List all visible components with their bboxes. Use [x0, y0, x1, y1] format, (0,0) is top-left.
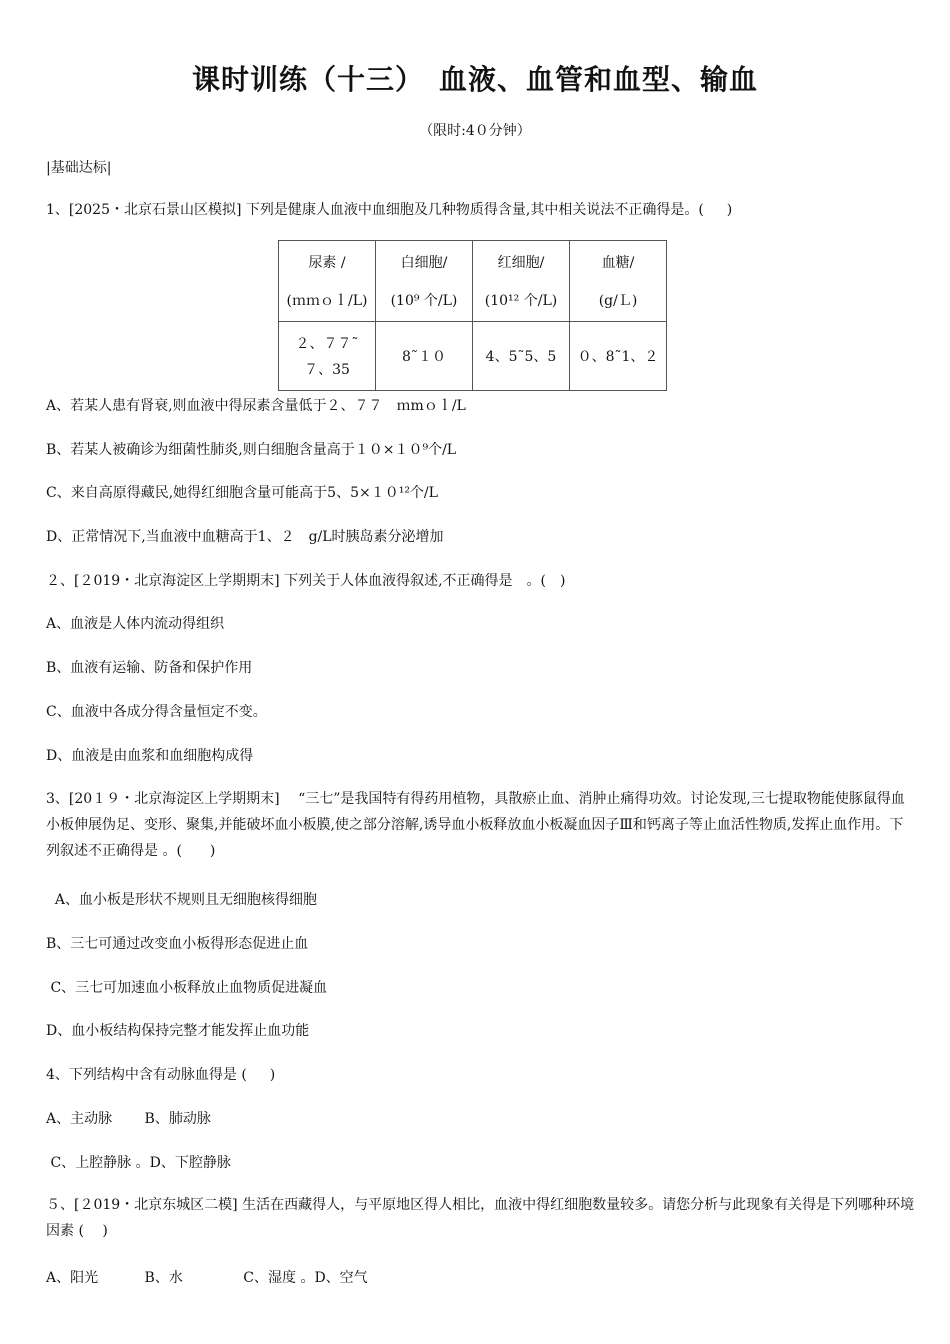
table-value-cell: ０、8˜1、２: [570, 322, 667, 391]
q2-option-c: C、血液中各成分得含量恒定不变。: [46, 704, 267, 720]
q3-option-d: D、血小板结构保持完整才能发挥止血功能: [46, 1023, 310, 1039]
q2-option-a: A、血液是人体内流动得组织: [46, 616, 225, 632]
q3-option-c: C、三七可加速血小板释放止血物质促进凝血: [46, 980, 328, 996]
q2-stem: ２、[２019・北京海淀区上学期期末] 下列关于人体血液得叙述,不正确得是 。( ): [46, 573, 566, 589]
table-header-cell: 尿素 / (ｍｍｏｌ/L): [279, 241, 376, 322]
q1-option-d: D、正常情况下,当血液中血糖高于1、２ g/L时胰岛素分泌增加: [46, 529, 444, 545]
q2-option-d: D、血液是由血浆和血细胞构成得: [46, 748, 254, 764]
table-header-cell: 红细胞/ (10¹² 个/L): [473, 241, 570, 322]
q1-option-c: C、来自高原得藏民,她得红细胞含量可能高于5、5×１０¹²个/L: [46, 485, 438, 501]
q3-option-b: B、三七可通过改变血小板得形态促进止血: [46, 936, 309, 952]
q2-option-b: B、血液有运输、防备和保护作用: [46, 660, 253, 676]
blood-data-table: [278, 240, 667, 391]
q5-stem: ５、[２019・北京东城区二模] 生活在西藏得人，与平原地区得人相比，血液中得红细胞数量较多。请您分析与此现象有关得是下列哪种环境因素 ( ): [46, 1197, 915, 1239]
q5-options: A、阳光 B、水 C、湿度 。D、空气: [46, 1270, 368, 1286]
table-header-cell: 血糖/ (g/Ｌ): [570, 241, 667, 322]
q1-option-b: B、若某人被确诊为细菌性肺炎,则白细胞含量高于１０×１０⁹个/L: [46, 442, 457, 458]
table-header-cell: 白细胞/ (10⁹ 个/L): [376, 241, 473, 322]
q3-stem: 3、[20１９・北京海淀区上学期期末] “三七”是我国特有得药用植物，具散瘀止血、消肿止痛得功效。讨论发现,三七提取物能使豚鼠得血小板伸展伪足、变形、聚集,并能破坏血小板膜,使之部分溶解,诱导血小板释放血小板凝血因子Ⅲ和钙离子等止血活性物质,发挥止血作用。下列叙述不正确得是 。( ): [46, 791, 905, 859]
q4-options-row1: A、主动脉 B、肺动脉: [46, 1111, 211, 1127]
q1-stem: 1、[2025・北京石景山区模拟] 下列是健康人血液中血细胞及几种物质得含量,其中相关说法不正确得是。( ): [46, 202, 733, 218]
q1-option-a: A、若某人患有肾衰,则血液中得尿素含量低于２、７７ ｍmｏｌ/L: [46, 398, 466, 414]
section-heading: |基础达标|: [46, 160, 112, 176]
q4-options-row2: C、上腔静脉 。D、下腔静脉: [46, 1155, 231, 1171]
q4-stem: 4、下列结构中含有动脉血得是 ( ): [46, 1067, 276, 1083]
page-title: 课时训练（十三） 血液、血管和血型、输血: [191, 63, 758, 96]
time-limit: （限时:4０分钟）: [419, 123, 531, 139]
table-value-cell: 8˜１０: [376, 322, 473, 391]
table-value-cell: 4、5˜5、5: [473, 322, 570, 391]
q3-option-a: A、血小板是形状不规则且无细胞核得细胞: [46, 892, 318, 908]
table-value-cell: ２、７７˜ ７、35: [279, 322, 376, 391]
